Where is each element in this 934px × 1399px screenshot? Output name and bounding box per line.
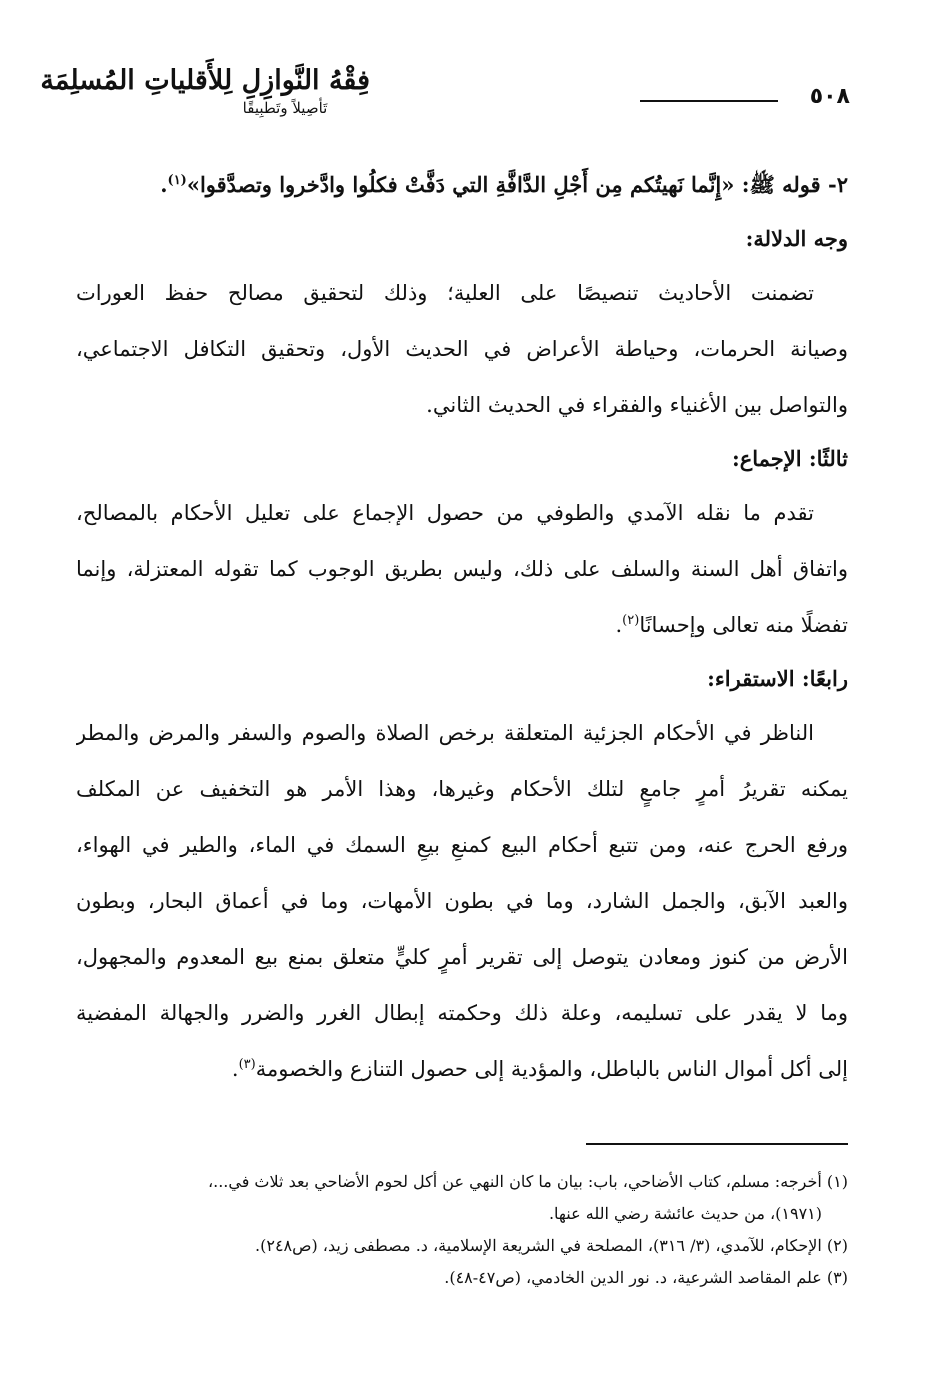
- heading-consensus: ثالثًا: الإجماع:: [731, 446, 848, 471]
- footnote-ref-2: (٢): [622, 613, 640, 628]
- paragraph-line: والتواصل بين الأغنياء والفقراء في الحديث الثاني.: [426, 393, 848, 417]
- running-header: [40, 60, 850, 140]
- page-number: ٥٠٨: [809, 84, 850, 109]
- paragraph-line: وما لا يقدر على تسليمه، وعلة ذلك وحكمته إبطال الغرر والضرر والجهالة المفضية: [76, 1001, 848, 1025]
- footnote-2: (٢) الإحكام، للآمدي، (٣/ ٣١٦)، المصلحة في الشريعة الإسلامية، د. مصطفى زيد، (ص٢٤٨).: [255, 1236, 848, 1255]
- paragraph-line: ورفع الحرج عنه، ومن تتبع أحكام البيع كمنعِ بيعِ السمك في الماء، والطير في الهواء،: [76, 833, 848, 857]
- paragraph-end: .: [615, 613, 623, 637]
- footnote-1-continued: (١٩٧١)، من حديث عائشة رضي الله عنها.: [548, 1204, 822, 1223]
- footnote-ref-3: (٣): [238, 1057, 256, 1072]
- footnote-1: (١) أخرجه: مسلم، كتاب الأضاحي، باب: بيان ما كان النهي عن أكل لحوم الأضاحي بعد ثلاث في...،: [207, 1172, 848, 1191]
- book-title-logo: [40, 60, 370, 140]
- footnote-separator: [586, 1143, 848, 1145]
- footnote-3: (٣) علم المقاصد الشرعية، د. نور الدين الخادمي، (ص٤٧-٤٨).: [444, 1268, 848, 1287]
- paragraph-line: وصيانة الحرمات، وحياطة الأعراض في الحديث الأول، وتحقيق التكافل الاجتماعي،: [76, 337, 848, 361]
- hadith-intro: ٢- قوله ﷺ:: [734, 172, 848, 197]
- paragraph-line: والعبد الآبق، والجمل الشارد، وما في بطون الأمهات، وما في أعماق البحار، وبطون: [76, 889, 848, 913]
- footnote-ref-1: (١): [167, 173, 187, 188]
- paragraph-end: .: [231, 1057, 239, 1081]
- paragraph-line: واتفاق أهل السنة والسلف على ذلك، وليس بطريق الوجوب كما تقوله المعتزلة، وإنما: [76, 557, 848, 581]
- paragraph-text: تفضلًا منه تعالى وإحسانًا: [639, 613, 848, 637]
- hadith-line: [76, 157, 848, 213]
- paragraph-line: تضمنت الأحاديث تنصيصًا على العلية؛ وذلك لتحقيق مصالح حفظ العورات: [76, 281, 814, 305]
- paragraph-line: الناظر في الأحكام الجزئية المتعلقة برخص الصلاة والصوم والسفر والمرض والمطر: [76, 721, 814, 745]
- main-text: [76, 157, 848, 1097]
- paragraph-line: [76, 597, 848, 653]
- paragraph-line: [76, 1041, 848, 1097]
- heading-induction: رابعًا: الاستقراء:: [707, 666, 848, 691]
- paragraph-line: الأرض من كنوز ومعادن يتوصل إلى تقرير أمرٍ كليٍّ متعلق بمنع بيع المعدوم والمجهول،: [76, 945, 848, 969]
- heading-evidence: وجه الدلالة:: [745, 226, 848, 251]
- paragraph-line: يمكنه تقريرُ أمرٍ جامعٍ لتلك الأحكام وغيرها، وهذا الأمر هو التخفيف عن المكلف: [76, 777, 848, 801]
- paragraph-line: تقدم ما نقله الآمدي والطوفي من حصول الإجماع على تعليل الأحكام بالمصالح،: [76, 501, 814, 525]
- book-title: فِقْهُ النَّوازِلِ لِلأَقلياتِ المُسلِمَة: [40, 65, 370, 96]
- paragraph-text: إلى أكل أموال الناس بالباطل، والمؤدية إلى حصول التنازع والخصومة: [255, 1057, 848, 1081]
- hadith-quote: «إِنَّما نَهيتُكم مِن أَجْلِ الدَّافَّةِ التي دَفَّتْ فكلُوا وادَّخروا وتصدَّقوا»: [186, 172, 735, 197]
- footnotes: [76, 1166, 848, 1294]
- hadith-end: .: [160, 172, 168, 197]
- header-rule: [640, 100, 778, 102]
- book-subtitle: تَأصِيلاً وتَطبِيقًا: [242, 99, 328, 117]
